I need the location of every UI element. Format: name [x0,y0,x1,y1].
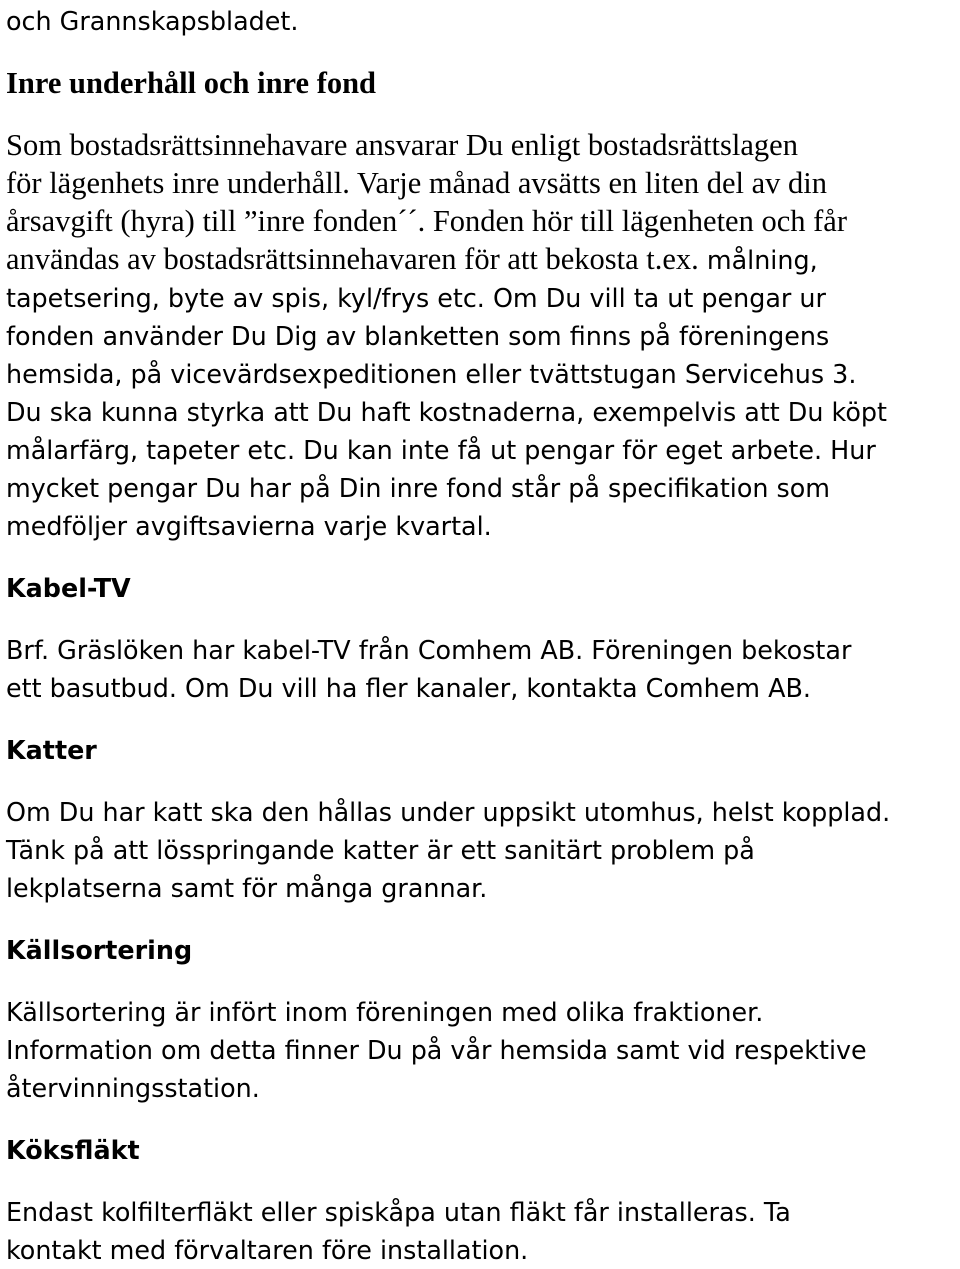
body-line: återvinningsstation. [6,1073,260,1103]
body-line: lekplatserna samt för många grannar. [6,873,488,903]
body-line: årsavgift (hyra) till ”inre fonden´´. Fonden hör till lägenheten och får [6,204,847,238]
body-line: målarfärg, tapeter etc. Du kan inte få ut pengar för eget arbete. Hur [6,435,876,465]
body-line: Som bostadsrättsinnehavare ansvarar Du enligt bostadsrättslagen [6,128,798,162]
body-line: Källsortering är infört inom föreningen med olika fraktioner. [6,997,764,1027]
body-line: Tänk på att lösspringande katter är ett sanitärt problem på [6,835,755,865]
intro-fragment: och Grannskapsbladet. [6,6,299,36]
body-line: Du ska kunna styrka att Du haft kostnaderna, exempelvis att Du köpt [6,397,887,427]
body-line: fonden använder Du Dig av blanketten som finns på föreningens [6,321,830,351]
body-text: målning, [698,245,818,275]
section-heading: Katter [6,735,97,765]
section-heading: Inre underhåll och inre fond [6,66,377,100]
section-inre-underhall [6,64,954,545]
body-line: Brf. Gräslöken har kabel-TV från Comhem AB. Föreningen bekostar [6,635,852,665]
document-page [0,2,960,1267]
body-text: användas av bostadsrättsinnehavaren för att bekosta t.ex. [6,242,699,276]
section-katter [6,731,954,907]
body-line: ett basutbud. Om Du vill ha fler kanaler, kontakta Comhem AB. [6,673,811,703]
body-line: kontakt med förvaltaren före installation. [6,1235,529,1265]
body-line: Information om detta finner Du på vår hemsida samt vid respektive [6,1035,867,1065]
body-line: Endast kolfilterfläkt eller spiskåpa utan fläkt får installeras. Ta [6,1197,791,1227]
section-heading: Källsortering [6,935,193,965]
body-text: tapetsering, byte av spis, kyl/frys etc. [6,283,485,313]
section-koksflakt [6,1131,954,1269]
section-heading: Kabel-TV [6,573,131,603]
section-kallsortering [6,931,954,1107]
body-line: medföljer avgiftsavierna varje kvartal. [6,511,492,541]
section-heading: Köksfläkt [6,1135,140,1165]
body-text: Om Du vill ta ut pengar ur [484,283,826,313]
section-kabel-tv [6,569,954,707]
body-line: mycket pengar Du har på Din inre fond står på specifikation som [6,473,831,503]
body-line: för lägenhets inre underhåll. Varje månad avsätts en liten del av din [6,166,827,200]
body-line: hemsida, på vicevärdsexpeditionen eller tvättstugan Servicehus 3. [6,359,857,389]
body-line-mixed [6,240,954,279]
body-line-mixed [6,279,954,317]
body-line: Om Du har katt ska den hållas under uppsikt utomhus, helst kopplad. [6,797,891,827]
